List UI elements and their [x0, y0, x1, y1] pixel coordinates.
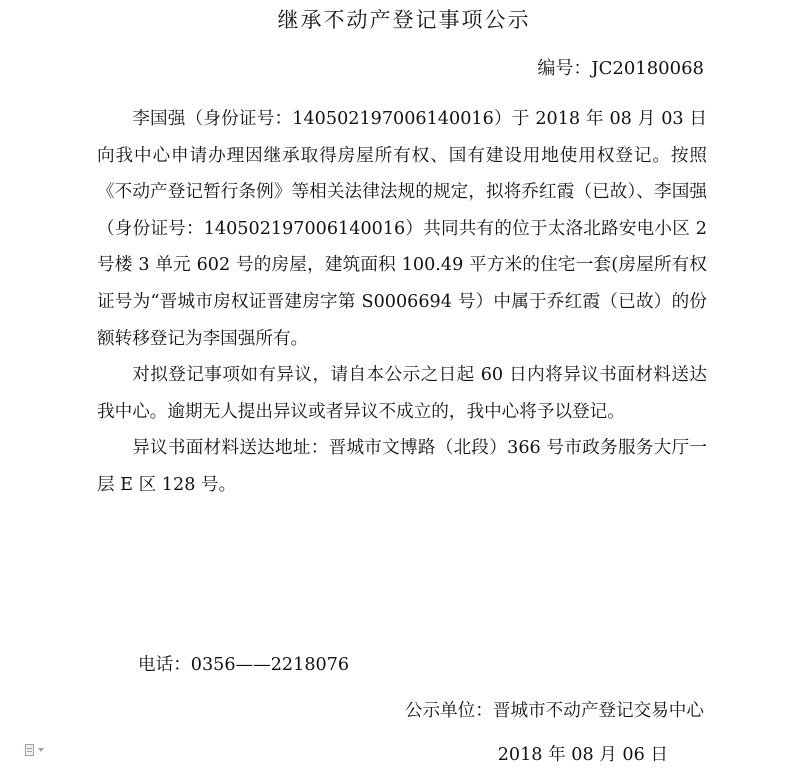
document-title: 继承不动产登记事项公示 — [277, 8, 531, 32]
contact-phone: 电话：0356——2218076 — [138, 655, 350, 675]
publishing-unit: 公示单位：晋城市不动产登记交易中心 — [404, 701, 704, 721]
notice-paragraph-address: 异议书面材料送达地址：晋城市文博路（北段）366 号市政务服务大厅一层 E 区 128 号。 — [97, 438, 707, 495]
notice-body — [97, 101, 707, 504]
document-menu-button[interactable] — [25, 743, 51, 757]
notice-paragraph-objection: 对拟登记事项如有异议，请自本公示之日起 60 日内将异议书面材料送达我中心。逾期无人提出异议或者异议不成立的，我中心将予以登记。 — [97, 365, 707, 422]
notice-paragraph-main: 李国强（身份证号：140502197006140016）于 2018 年 08 月 03 日向我中心申请办理因继承取得房屋所有权、国有建设用地使用权登记。按照《不动产登记暂行条例》等相关法律法规的规定，拟将乔红霞（已故）、李国强（身份证号：140502197006140016）共同共有的位于太洛北路安电小区 2 号楼 3 单元 602 号的房屋，建筑面积 100.49 平方米的住宅一套(房屋所有权证号为“晋城市房权证晋建房字第 S0006694 号）中属于乔红霞（已故）的份额转移登记为李国强所有。 — [97, 109, 707, 349]
chevron-down-icon — [38, 748, 44, 752]
document-number: 编号：JC20180068 — [537, 58, 704, 79]
publish-date: 2018 年 08 月 06 日 — [497, 745, 668, 765]
document-icon — [25, 744, 34, 756]
